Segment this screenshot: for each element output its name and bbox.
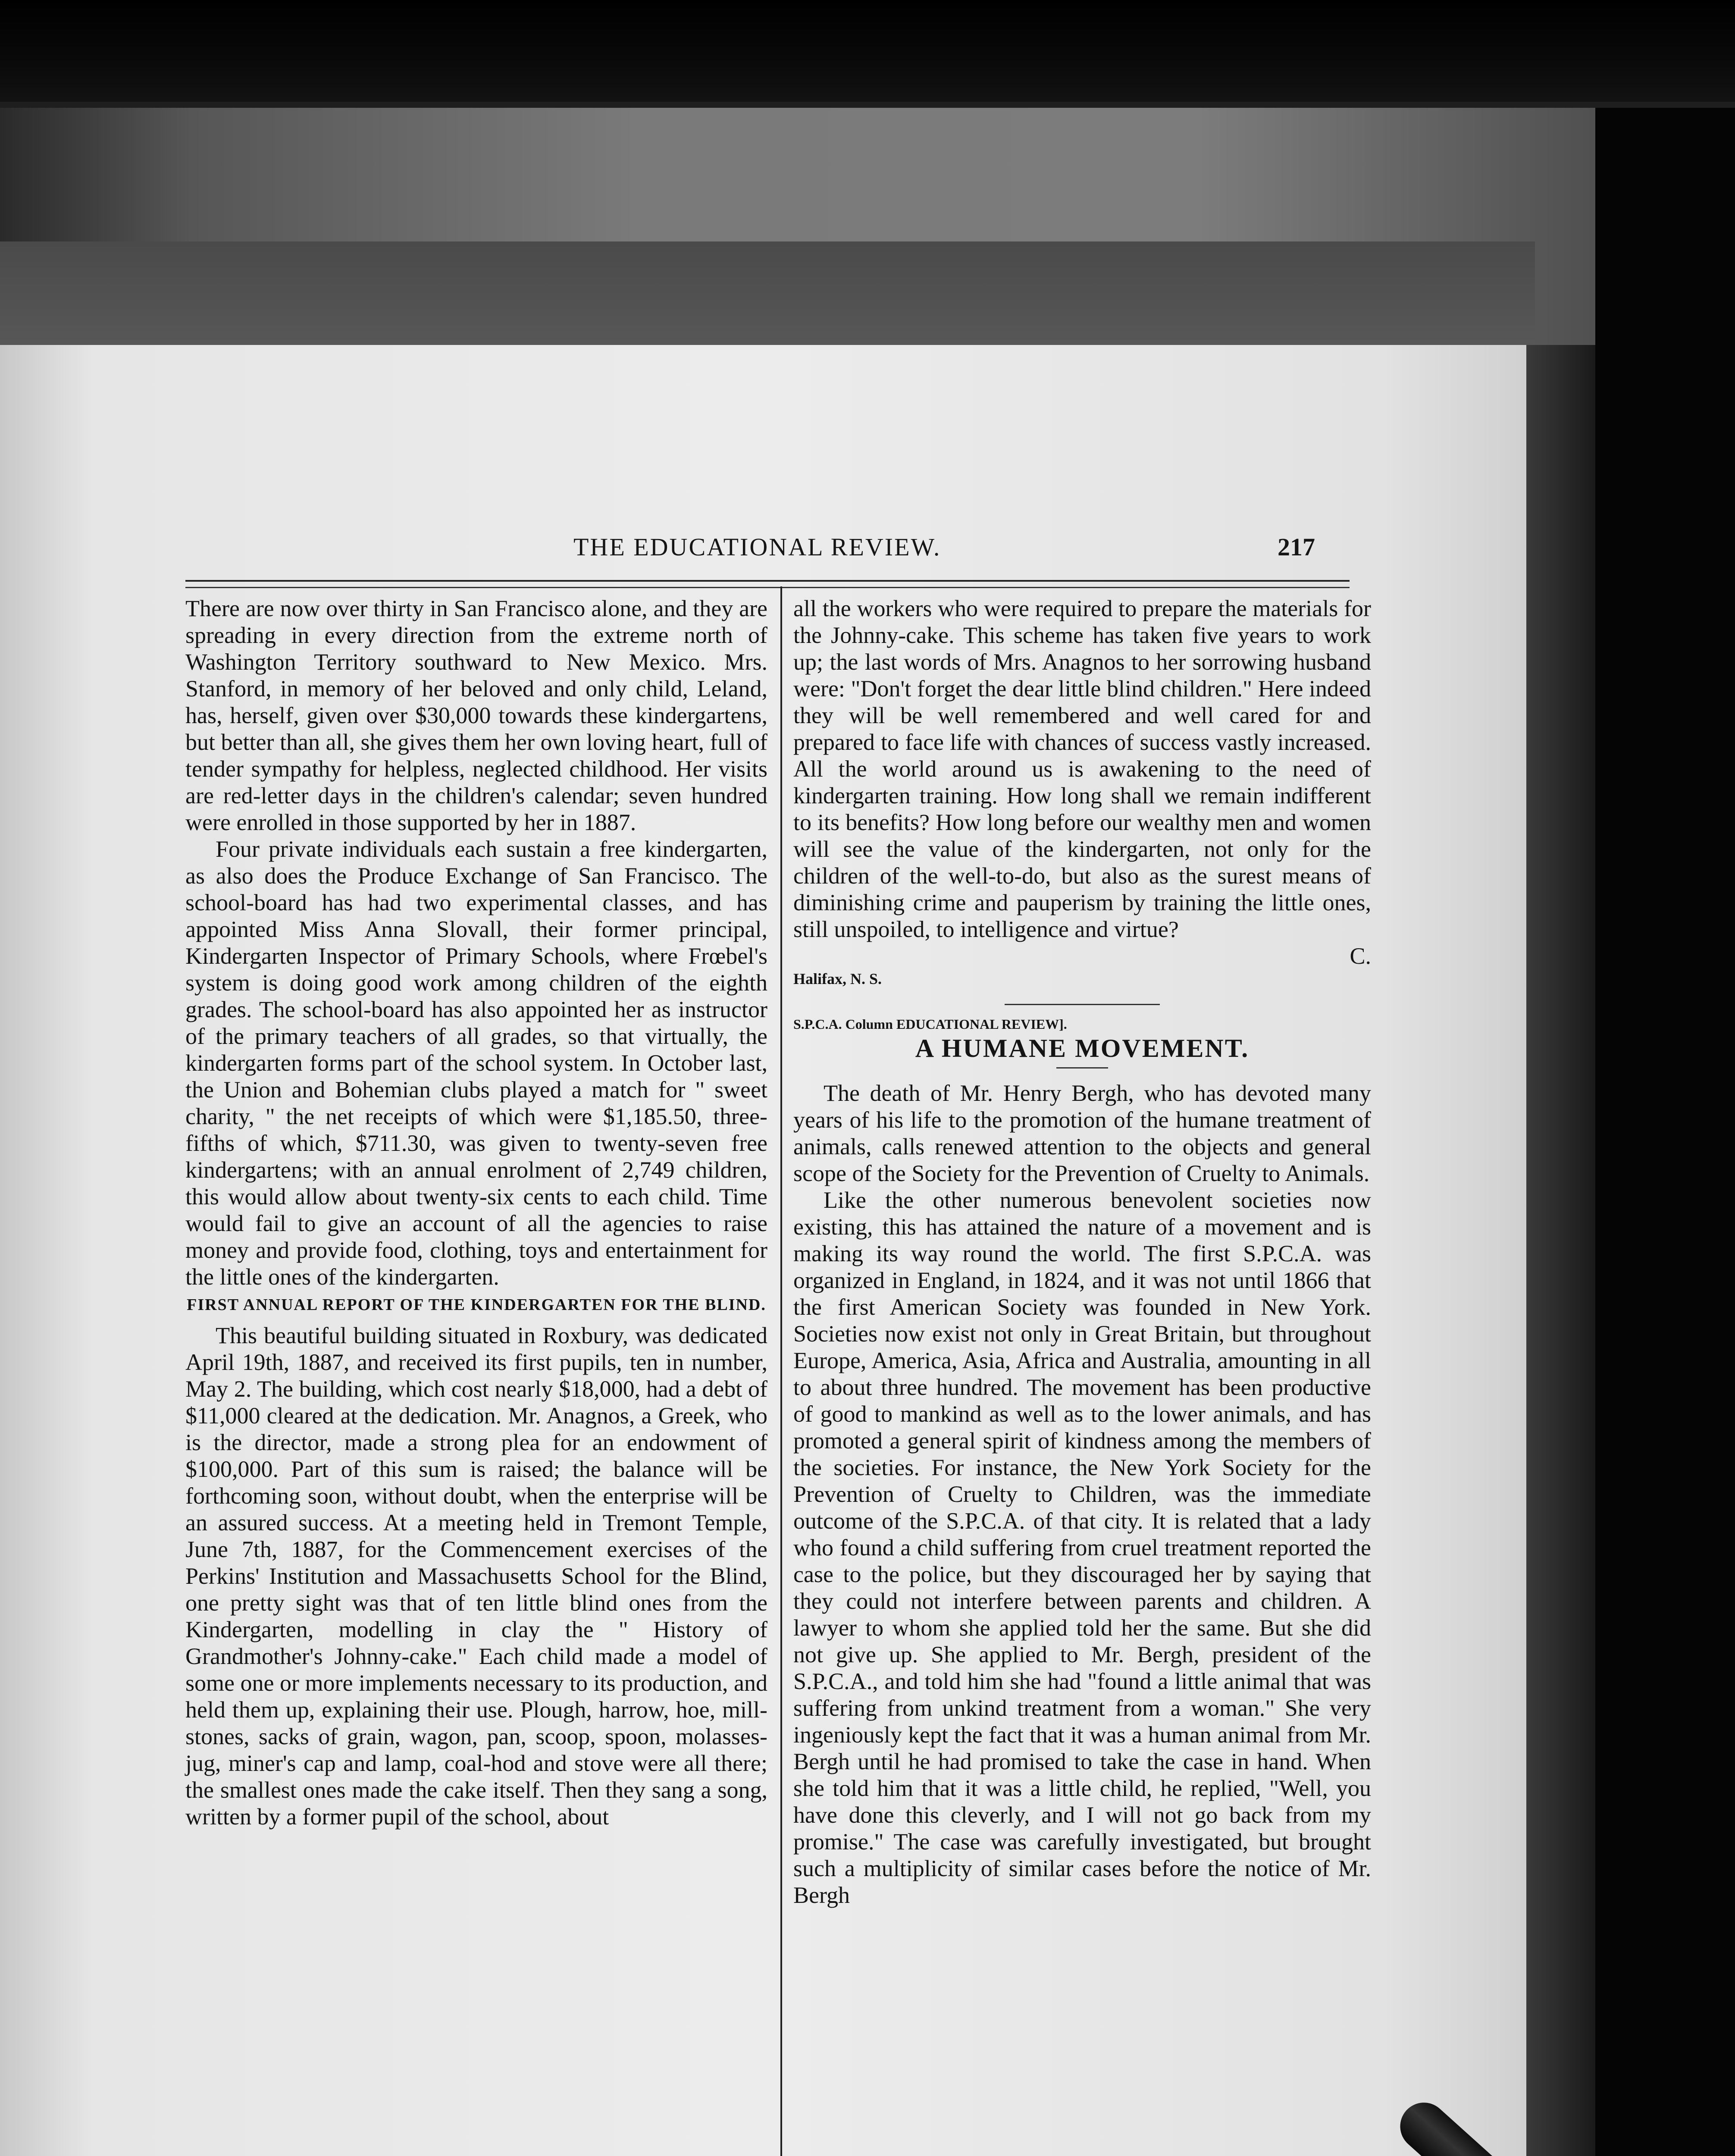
left-column bbox=[185, 595, 767, 1830]
column-divider bbox=[780, 586, 782, 2156]
dateline: Halifax, N. S. bbox=[793, 970, 882, 987]
paragraph: The death of Mr. Henry Bergh, who has devoted many years of his life to the promotion of the humane treatment of animals, calls renewed attention to the objects and general scope of the Society for the Prevention of Cruelty to Animals. bbox=[793, 1080, 1371, 1186]
right-column bbox=[793, 595, 1371, 1908]
film-edge bbox=[0, 102, 1735, 108]
section-heading: FIRST ANNUAL REPORT OF THE KINDERGARTEN FOR THE BLIND. bbox=[187, 1296, 766, 1314]
paragraph: Four private individuals each sustain a free kindergarten, as also does the Produce Exchange of San Francisco. The school-board has had two experimental classes, and has appointed Miss Anna Slovall, their former principal, Kindergarten Inspector of Primary Schools, where Frœbel's system is doing good work among children of the eighth grades. The school-board has also appointed her as instructor of the primary teachers of all grades, so that virtually, the kindergarten forms part of the school system. In October last, the Union and Bohemian clubs played a match for " sweet charity, " the net receipts of which were $1,185.50, three-fifths of which, $711.30, was given to twenty-seven free kindergartens; with an annual enrolment of 2,749 children, this would allow about twenty-six cents to each child. Time would fail to give an account of all the agencies to raise money and provide food, clothing, toys and entertainment for the little ones of the kindergarten. bbox=[185, 836, 767, 1290]
paragraph: There are now over thirty in San Francisco alone, and they are spreading in every direction from the extreme north of Washington Territory southward to New Mexico. Mrs. Stanford, in memory of her beloved and only child, Leland, has, herself, given over $30,000 towards these kindergartens, but better than all, she gives them her own loving heart, full of tender sympathy for helpless, neglected childhood. Her visits are red-letter days in the children's calendar; seven hundred were enrolled in those supported by her in 1887. bbox=[185, 595, 767, 835]
film-border-top bbox=[0, 0, 1735, 108]
paragraph: all the workers who were required to prepare the materials for the Johnny-cake. This scheme has taken five years to work up; the last words of Mrs. Anagnos to her sorrowing husband were: "Don't forget the dear little blind children." Here indeed they will be well remembered and well cared for and prepared to face life with chances of success vastly increased. All the world around us is awakening to the need of kindergarten training. How long shall we remain indifferent to its benefits? How long before our wealthy men and women will see the value of the kindergarten, not only for the children of the well-to-do, but also as the surest means of diminishing crime and pauperism by training the little ones, still unspoiled, to intelligence and virtue? bbox=[793, 595, 1371, 942]
page-number: 217 bbox=[1278, 533, 1315, 561]
author-signature: C. bbox=[1350, 943, 1371, 969]
journal-title: THE EDUCATIONAL REVIEW. bbox=[573, 533, 941, 561]
article-title: A HUMANE MOVEMENT. bbox=[915, 1034, 1250, 1062]
section-rule bbox=[1005, 1004, 1160, 1005]
running-header bbox=[185, 533, 1315, 563]
page-binding-edge bbox=[1526, 345, 1595, 2156]
paragraph: Like the other numerous benevolent societies now existing, this has attained the nature of a movement and is making its way round the world. The first S.P.C.A. was organized in England, in 1824, and it was not until 1866 that the first American Society was founded in New York. Societies now exist not only in Great Britain, but throughout Europe, America, Asia, Africa and Australia, amounting in all to about three hundred. The movement has been productive of good to mankind as well as to the lower animals, and has promoted a general spirit of kindness among the members of the societies. For instance, the New York Society for the Prevention of Cruelty to Children, was the immediate outcome of the S.P.C.A. of that city. It is related that a lady who found a child suffering from cruel treatment reported the case to the police, but they discouraged her by saying that they could not interfere between parents and children. A lawyer to whom she applied told her the same. But she did not give up. She applied to Mr. Bergh, president of the S.P.C.A., and told him she had "found a little animal that was suffering from unkind treatment from a woman." She very ingeniously kept the fact that it was a human animal from Mr. Bergh until he had promised to take the case in hand. When she told him that it was a little child, he replied, "Well, you have done this cleverly, and I will not go back from my promise." The case was carefully investigated, but brought such a multiplicity of similar cases before the notice of Mr. Bergh bbox=[793, 1187, 1371, 1908]
paragraph: This beautiful building situated in Roxbury, was dedicated April 19th, 1887, and received its first pupils, ten in number, May 2. The building, which cost nearly $18,000, had a debt of $11,000 cleared at the dedication. Mr. Anagnos, a Greek, who is the director, made a strong plea for an endowment of $100,000. Part of this sum is raised; the balance will be forthcoming soon, without doubt, when the enterprise will be an assured success. At a meeting held in Tremont Temple, June 7th, 1887, for the Commencement exercises of the Perkins' Institution and Massachusetts School for the Blind, one pretty sight was that of ten little blind ones from the Kindergarten, modelling in clay the " History of Grandmother's Johnny-cake." Each child made a model of some one or more implements necessary to its production, and held them up, explaining their use. Plough, harrow, hoe, mill-stones, sacks of grain, wagon, pan, scoop, spoon, molasses-jug, miner's cap and lamp, coal-hod and stove were all there; the smallest ones made the cake itself. Then they sang a song, written by a former pupil of the school, about bbox=[185, 1322, 767, 1830]
title-rule bbox=[1056, 1067, 1108, 1069]
header-rule bbox=[185, 580, 1350, 588]
article-source: S.P.C.A. Column EDUCATIONAL REVIEW]. bbox=[793, 1016, 1067, 1032]
